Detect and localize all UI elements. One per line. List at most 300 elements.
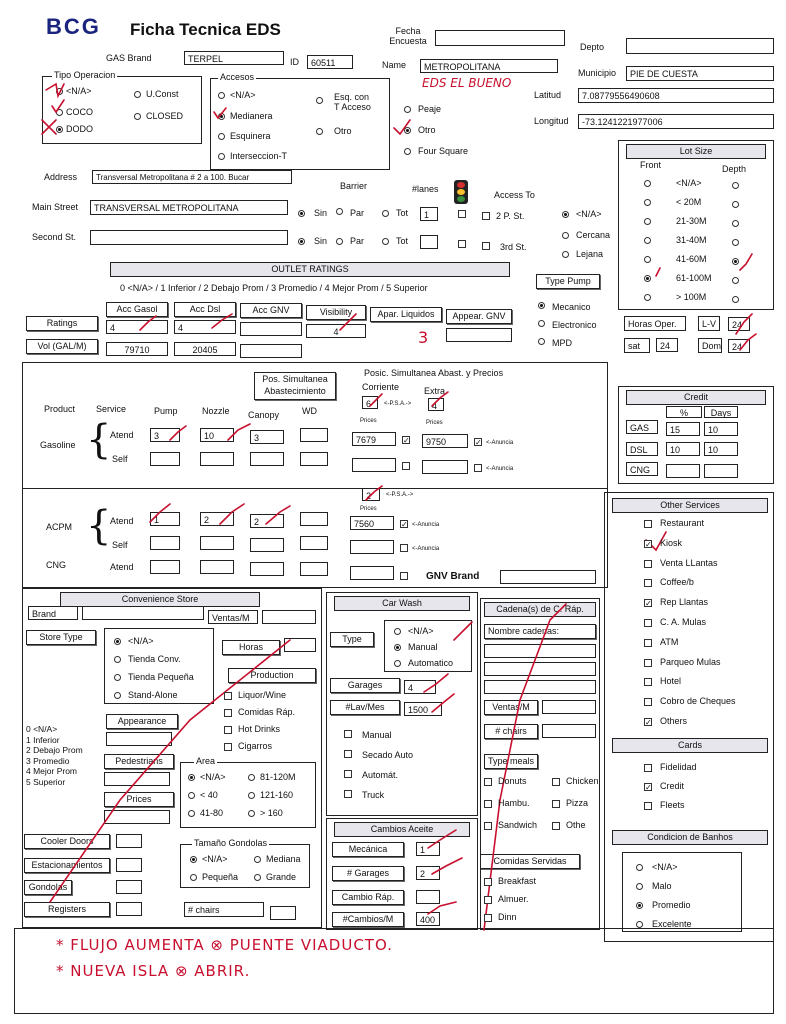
radio-barrier-sin-2[interactable] — [298, 238, 305, 245]
store-prices-field[interactable] — [104, 810, 170, 824]
wd-col-label: WD — [302, 406, 317, 416]
prices-label-3: Prices — [360, 506, 377, 512]
radio-barrier-par-1[interactable] — [336, 208, 343, 215]
checkbox-serving-1[interactable] — [484, 896, 492, 904]
lav-mes-button[interactable]: #Lav/Mes — [330, 700, 400, 715]
radio-wash-type-0[interactable] — [394, 628, 401, 635]
price-extra-self[interactable] — [422, 460, 468, 474]
store-title: Convenience Store — [60, 592, 260, 607]
ratings-button[interactable]: Ratings — [26, 316, 98, 331]
radio-barrier-sin-1[interactable] — [298, 210, 305, 217]
radio-lot-depth-3[interactable] — [732, 239, 739, 246]
lanes-field-2[interactable] — [420, 235, 438, 249]
credit-dsl-days[interactable]: 10 — [704, 442, 738, 456]
price-acpm-field[interactable]: 7560 — [350, 516, 394, 530]
wash-check-label-3: Truck — [362, 790, 385, 800]
radio-tamano-3[interactable] — [254, 874, 261, 881]
store-scale-label-3: 3 Promedio — [26, 755, 70, 766]
accesos-title: Accesos — [220, 72, 255, 82]
address-label: Address — [44, 172, 78, 182]
checkbox-store-liquor[interactable] — [224, 692, 232, 700]
appearance-button[interactable]: Appearance — [106, 714, 178, 729]
checkbox-3rdst[interactable] — [482, 242, 490, 250]
lv-label: L-V — [698, 316, 720, 331]
name-label: Name — [382, 60, 407, 70]
gasoline-canopy-self[interactable] — [250, 452, 284, 466]
name-field[interactable]: METROPOLITANA — [420, 59, 558, 73]
checkbox-wash-3[interactable] — [344, 790, 352, 798]
cambio-rap-button[interactable]: Cambio Ráp. — [332, 890, 404, 905]
dom-field[interactable]: 24 — [728, 339, 750, 353]
radio-otro2[interactable] — [404, 127, 411, 134]
gasoline-atend-label: Atend — [110, 430, 134, 440]
radio-barrier-par-2[interactable] — [336, 238, 343, 245]
cadena-field-3[interactable] — [484, 680, 596, 694]
checkbox-service-0[interactable] — [644, 520, 652, 528]
card-label-2: Fleets — [660, 800, 685, 810]
apar-liquidos-button[interactable]: Apar. Liquidos — [370, 307, 442, 322]
acpm-nozzle-self[interactable] — [200, 536, 234, 550]
checkbox-meal-1[interactable] — [552, 778, 560, 786]
sat-label: sat — [624, 338, 650, 353]
fecha-encuesta-field[interactable] — [435, 30, 565, 46]
store-chairs-label: # chairs — [184, 902, 264, 917]
acpm-wd-atend[interactable] — [300, 512, 328, 526]
latitud-field[interactable]: 7.08779556490608 — [578, 88, 774, 103]
comidas-servidas-button[interactable]: Comidas Servidas — [480, 854, 580, 869]
radio-lot-front-3[interactable] — [644, 237, 651, 244]
gondolas-field[interactable] — [116, 880, 142, 894]
checkbox-anuncia-extra[interactable]: ✓ — [475, 438, 482, 447]
checkbox-anuncia-acpm[interactable]: ✓ — [401, 520, 408, 529]
store-horas-field[interactable] — [284, 638, 316, 652]
checkbox-service-2[interactable] — [644, 560, 652, 568]
credit-gas-pct[interactable]: 15 — [666, 422, 700, 436]
lot-size-title: Lot Size — [626, 144, 766, 159]
cooler-doors-button[interactable]: Cooler Doors — [24, 834, 110, 849]
radio-barrier-tot-2[interactable] — [382, 238, 389, 245]
depto-field[interactable] — [626, 38, 774, 54]
acc-dsl-button[interactable]: Acc Dsl — [174, 302, 236, 317]
cards-title: Cards — [612, 738, 768, 753]
checkbox-card-0[interactable] — [644, 764, 652, 772]
municipio-label: Municipio — [578, 68, 617, 78]
registers-button[interactable]: Registers — [24, 902, 110, 917]
vol-gnv[interactable] — [240, 344, 302, 358]
cadena-field-1[interactable] — [484, 644, 596, 658]
card-label-0: Fidelidad — [660, 762, 697, 772]
handwritten-station-name: EDS EL BUENO — [422, 76, 512, 90]
registers-field[interactable] — [116, 902, 142, 916]
barrier-tot-label-1: Tot — [396, 208, 409, 218]
radio-access-na[interactable] — [562, 211, 569, 218]
vol-dsl[interactable]: 20405 — [174, 342, 236, 356]
credit-cng-label: CNG — [626, 462, 658, 476]
checkbox-service-10[interactable]: ✓ — [645, 718, 652, 727]
radio-lot-front-0[interactable] — [644, 180, 651, 187]
radio-store-type-3[interactable] — [114, 692, 121, 699]
checkbox-service-9[interactable] — [644, 698, 652, 706]
price-corriente-field[interactable]: 7679 — [352, 432, 396, 446]
acpm-wd-self[interactable] — [300, 536, 328, 550]
second-st-field[interactable] — [90, 230, 288, 245]
depto-label: Depto — [580, 42, 605, 52]
checkbox-meal-0[interactable] — [484, 778, 492, 786]
rating-acc-dsl[interactable]: 4 — [174, 320, 236, 334]
two-p-st-label: 2 P. St. — [496, 211, 525, 221]
cadena-field-2[interactable] — [484, 662, 596, 676]
wash-check-label-1: Secado Auto — [362, 750, 414, 760]
peaje-label: Peaje — [418, 104, 442, 114]
price-corriente-self[interactable] — [352, 458, 396, 472]
wash-check-label-2: Automát. — [362, 770, 399, 780]
tipo-coco-label: COCO — [66, 107, 93, 117]
extra-psa-field[interactable]: 4 — [428, 398, 444, 411]
checkbox-card-1[interactable]: ✓ — [645, 783, 652, 792]
radio-tamano-2[interactable] — [190, 874, 197, 881]
tipo-na-label: <N/A> — [66, 86, 92, 96]
checkbox-card-2[interactable] — [644, 802, 652, 810]
checkbox-lanes-2[interactable] — [458, 240, 466, 248]
radio-tamano-1[interactable] — [254, 856, 261, 863]
gasoline-pump-atend[interactable]: 3 — [150, 428, 180, 442]
second-st-label: Second St. — [32, 232, 77, 242]
pos-simultanea-button[interactable] — [254, 372, 336, 400]
cercana-label: Cercana — [576, 230, 611, 240]
store-comidas-label: Comidas Ráp. — [238, 707, 296, 717]
radio-area-4[interactable] — [188, 810, 195, 817]
price-acpm-self[interactable] — [350, 540, 394, 554]
anuncia-label-4: <-Anuncia — [412, 546, 440, 552]
checkbox-service-3[interactable] — [644, 579, 652, 587]
checkbox-anuncia-self-1[interactable] — [402, 462, 410, 470]
vol-button[interactable]: Vol (GAL/M) — [26, 339, 98, 354]
banos-label-1: Malo — [652, 881, 672, 891]
gasoline-wd-atend[interactable] — [300, 428, 328, 442]
gasoline-nozzle-atend[interactable]: 10 — [200, 428, 234, 442]
checkbox-service-1[interactable]: ✓ — [645, 539, 652, 549]
radio-mpd[interactable] — [538, 338, 545, 345]
radio-mecanico[interactable] — [538, 302, 545, 309]
checkbox-gnv[interactable] — [400, 572, 408, 580]
gasoline-canopy-atend[interactable]: 3 — [250, 430, 284, 444]
cadenas-chairs-field[interactable] — [542, 724, 596, 738]
lav-mes-field[interactable]: 1500 — [404, 702, 442, 716]
store-brand-field[interactable] — [82, 606, 204, 620]
anuncia-label-3: <-Anuncia — [412, 522, 440, 528]
checkbox-wash-2[interactable] — [344, 770, 352, 778]
id-field[interactable]: 60511 — [307, 55, 353, 69]
checkbox-lanes-1[interactable] — [458, 210, 466, 218]
service-label-1: Kiosk — [660, 537, 683, 548]
radio-peaje[interactable] — [404, 106, 411, 113]
radio-wash-type-2[interactable] — [394, 660, 401, 667]
mecanico-label: Mecanico — [552, 302, 591, 312]
visibility-button[interactable]: Visibility — [306, 305, 366, 320]
radio-tipo-uconst[interactable] — [134, 91, 141, 98]
radio-banos-0[interactable] — [636, 864, 643, 871]
checkbox-anuncia-corriente[interactable]: ✓ — [403, 436, 410, 445]
store-type-button[interactable]: Store Type — [26, 630, 96, 645]
lejana-label: Lejana — [576, 249, 604, 259]
store-liquor-label: Liquor/Wine — [238, 690, 287, 700]
radio-wash-type-1[interactable] — [394, 644, 401, 651]
cng-price-field[interactable] — [350, 566, 394, 580]
price-extra-field[interactable]: 9750 — [422, 434, 468, 448]
barrier-sin-label-2: Sin — [314, 236, 328, 246]
radio-tamano-0[interactable] — [190, 856, 197, 863]
mecanica-field[interactable]: 1 — [416, 842, 440, 856]
rating-visibility[interactable]: 4 — [306, 324, 366, 338]
checkbox-store-cigarros[interactable] — [224, 743, 232, 751]
acpm-pump-atend[interactable]: 1 — [150, 512, 180, 526]
radio-lot-depth-0[interactable] — [732, 182, 739, 189]
cambio-rap-field[interactable] — [416, 890, 440, 904]
lv-field[interactable]: 24 — [728, 317, 750, 331]
accesos-na-label: <N/A> — [230, 90, 256, 100]
acpm-nozzle-atend[interactable]: 2 — [200, 512, 234, 526]
store-hot_drinks-label: Hot Drinks — [238, 724, 281, 734]
acc-gnv-button[interactable]: Acc GNV — [240, 303, 302, 318]
checkbox-serving-2[interactable] — [484, 914, 492, 922]
radio-lot-depth-2[interactable] — [732, 220, 739, 227]
cadenas-ventas-button[interactable]: Ventas/M — [484, 700, 538, 715]
store-ventas-field[interactable] — [262, 610, 316, 624]
address-field[interactable]: Transversal Metropolitana # 2 a 100. Bucar — [92, 170, 292, 184]
checkbox-service-8[interactable] — [644, 678, 652, 686]
radio-tipo-dodo[interactable] — [56, 126, 63, 133]
radio-banos-1[interactable] — [636, 883, 643, 890]
banos-label-2: Promedio — [652, 900, 691, 910]
radio-lot-depth-4[interactable] — [732, 258, 739, 265]
sat-field[interactable]: 24 — [656, 338, 678, 352]
cng-pump-atend[interactable] — [150, 560, 180, 574]
car-wash-title: Car Wash — [334, 596, 470, 611]
cambios-m-field[interactable]: 400 — [416, 912, 440, 926]
checkbox-store-comidas[interactable] — [224, 709, 232, 717]
checkbox-meal-2[interactable] — [484, 800, 492, 808]
service-label-0: Restaurant — [660, 518, 705, 528]
store-scale-label-0: 0 <N/A> — [26, 724, 58, 734]
meal-label-5: Othe — [566, 820, 586, 830]
horas-oper-label: Horas Oper. — [624, 316, 686, 331]
wash-type-label-0: <N/A> — [408, 626, 434, 636]
store-brand-label: Brand — [28, 606, 78, 620]
radio-lot-depth-1[interactable] — [732, 201, 739, 208]
store-prices-button[interactable]: Prices — [104, 792, 174, 807]
radio-medianera[interactable] — [218, 113, 225, 120]
radio-esquinera[interactable] — [218, 133, 225, 140]
cng-nozzle-atend[interactable] — [200, 560, 234, 574]
gnv-brand-label: GNV Brand — [426, 571, 480, 582]
outlet-ratings-title: OUTLET RATINGS — [110, 262, 510, 277]
credit-dsl-pct[interactable]: 10 — [666, 442, 700, 456]
credit-cng-pct[interactable] — [666, 464, 700, 478]
radio-lot-depth-5[interactable] — [732, 277, 739, 284]
acpm-pump-self[interactable] — [150, 536, 180, 550]
esq-con-label: Esq. con — [334, 92, 370, 102]
checkbox-service-4[interactable]: ✓ — [645, 599, 652, 609]
checkbox-anuncia-self-2[interactable] — [474, 464, 482, 472]
car-wash-type-button[interactable]: Type — [330, 632, 374, 647]
radio-area-5[interactable] — [248, 810, 255, 817]
tipo-dodo-label: DODO — [66, 124, 93, 134]
checkbox-meal-4[interactable] — [484, 822, 492, 830]
checkbox-meal-3[interactable] — [552, 800, 560, 808]
radio-area-0[interactable] — [188, 774, 195, 781]
cambios-garages-field[interactable]: 2 — [416, 866, 440, 880]
meal-label-3: Pizza — [566, 798, 589, 808]
radio-tipo-na[interactable] — [56, 88, 63, 95]
cadenas-chairs-button[interactable]: # chairs — [484, 724, 538, 739]
radio-lejana[interactable] — [562, 251, 569, 258]
production-button[interactable]: Production — [228, 668, 316, 683]
bcg-logo: BCG — [46, 14, 101, 39]
checkbox-anuncia-acpm-self[interactable] — [400, 544, 408, 552]
store-scale-label-4: 4 Mejor Prom — [26, 766, 78, 776]
t-acceso-label: T Acceso — [334, 102, 371, 112]
tipo-closed-label: CLOSED — [146, 111, 184, 121]
checkbox-service-7[interactable] — [644, 659, 652, 667]
radio-banos-3[interactable] — [636, 921, 643, 928]
gas-brand-field[interactable]: TERPEL — [184, 51, 284, 65]
store-scale-label-2: 2 Debajo Prom — [26, 745, 83, 755]
radio-barrier-tot-1[interactable] — [382, 210, 389, 217]
checkbox-2pst[interactable] — [482, 212, 490, 220]
radio-cercana[interactable] — [562, 232, 569, 239]
area-label-1: 81-120M — [260, 772, 296, 782]
interseccion-label: Interseccion-T — [230, 151, 288, 161]
tamano-label-0: <N/A> — [202, 854, 228, 864]
lanes-field[interactable]: 1 — [420, 207, 438, 221]
radio-lot-front-6[interactable] — [644, 294, 651, 301]
corriente-psa-field[interactable]: 6 — [362, 396, 378, 409]
cooler-doors-field[interactable] — [116, 834, 142, 848]
checkbox-service-5[interactable] — [644, 619, 652, 627]
appearance-field[interactable] — [106, 732, 172, 746]
acpm-canopy-self[interactable] — [250, 538, 284, 552]
garages-field[interactable]: 4 — [404, 680, 436, 694]
radio-store-type-0[interactable] — [114, 638, 121, 645]
cng-canopy-atend[interactable] — [250, 562, 284, 576]
cambios-m-button[interactable]: #Cambios/M — [332, 912, 404, 927]
access-to-label: Access To — [494, 190, 535, 200]
radio-store-type-2[interactable] — [114, 674, 121, 681]
rating-acc-gnv[interactable] — [240, 322, 302, 336]
wash-type-label-2: Automatico — [408, 658, 454, 668]
pedestrians-field[interactable] — [104, 772, 170, 786]
extra-label: Extra — [424, 386, 446, 396]
gondolas-button[interactable]: Gondolas — [24, 880, 72, 895]
type-meals-button[interactable]: Type meals — [484, 754, 538, 769]
radio-store-type-1[interactable] — [114, 656, 121, 663]
main-street-field[interactable]: TRANSVERSAL METROPOLITANA — [90, 200, 288, 215]
checkbox-service-6[interactable] — [644, 639, 652, 647]
checkbox-serving-0[interactable] — [484, 878, 492, 886]
radio-area-3[interactable] — [248, 792, 255, 799]
checkbox-wash-1[interactable] — [344, 750, 352, 758]
type-pump-button[interactable]: Type Pump — [536, 274, 600, 289]
store-chairs-field[interactable] — [270, 906, 296, 920]
gasoline-nozzle-self[interactable] — [200, 452, 234, 466]
credit-gas-days[interactable]: 10 — [704, 422, 738, 436]
rating-appear-gnv[interactable] — [446, 328, 512, 342]
radio-accesos-otro[interactable] — [316, 128, 323, 135]
radio-electronico[interactable] — [538, 320, 545, 327]
radio-tipo-coco[interactable] — [56, 109, 63, 116]
estacionamientos-button[interactable]: Estacionamientos — [24, 858, 110, 873]
acc-gasol-button[interactable]: Acc Gasol — [106, 302, 168, 317]
rating-acc-gasol[interactable]: 4 — [106, 320, 168, 334]
checkbox-wash-0[interactable] — [344, 730, 352, 738]
radio-banos-2[interactable] — [636, 902, 643, 909]
cadenas-ventas-field[interactable] — [542, 700, 596, 714]
canopy-col-label: Canopy — [248, 410, 280, 420]
pedestrians-button[interactable]: Pedestrians — [104, 754, 174, 769]
lot-option-label-5: 61-100M — [676, 273, 712, 283]
cng-wd-atend[interactable] — [300, 562, 328, 576]
municipio-field[interactable]: PIE DE CUESTA — [626, 66, 774, 81]
lot-depth-label: Depth — [722, 164, 747, 174]
radio-lot-front-5[interactable] — [644, 275, 651, 282]
mecanica-button[interactable]: Mecánica — [332, 842, 404, 857]
gasoline-pump-self[interactable] — [150, 452, 180, 466]
nombre-cadenas-button[interactable]: Nombre cadenas: — [484, 624, 596, 639]
area-label-4: 41-80 — [200, 808, 224, 818]
gasoline-wd-self[interactable] — [300, 452, 328, 466]
radio-lot-depth-6[interactable] — [732, 296, 739, 303]
radio-lot-front-2[interactable] — [644, 218, 651, 225]
radio-esq-con[interactable] — [316, 97, 323, 104]
radio-accesos-na[interactable] — [218, 92, 225, 99]
anuncia-label-2: <-Anuncia — [486, 466, 514, 472]
checkbox-meal-5[interactable] — [552, 822, 560, 830]
acpm-canopy-atend[interactable]: 2 — [250, 514, 284, 528]
prices-label-2: Prices — [426, 420, 443, 426]
tamano-label-3: Grande — [266, 872, 297, 882]
lot-front-label: Front — [640, 160, 662, 170]
tamano-label-1: Mediana — [266, 854, 301, 864]
radio-lot-front-1[interactable] — [644, 199, 651, 206]
estacionamientos-field[interactable] — [116, 858, 142, 872]
garages-button[interactable]: Garages — [330, 678, 400, 693]
accesos-otro-label: Otro — [334, 126, 352, 136]
store-horas-button[interactable]: Horas — [222, 640, 280, 655]
cambios-garages-button[interactable]: # Garages — [332, 866, 404, 881]
longitud-field[interactable]: -73.1241221977006 — [578, 114, 774, 129]
medianera-label: Medianera — [230, 111, 273, 121]
radio-area-1[interactable] — [248, 774, 255, 781]
pos-simultanea-line1: Pos. Simultanea — [262, 374, 328, 384]
acpm-psa-field[interactable]: 2 — [362, 488, 380, 501]
vol-gasol[interactable]: 79710 — [106, 342, 168, 356]
checkbox-store-hot_drinks[interactable] — [224, 726, 232, 734]
lot-option-label-6: > 100M — [676, 292, 707, 302]
radio-four-square[interactable] — [404, 148, 411, 155]
radio-tipo-closed[interactable] — [134, 113, 141, 120]
rating-apar-hand: 3 — [418, 328, 429, 347]
gasoline-brace: { — [86, 417, 112, 463]
appear-gnv-button[interactable]: Appear. GNV — [446, 309, 512, 324]
gnv-brand-field[interactable] — [500, 570, 596, 584]
meal-label-2: Hambu. — [498, 798, 530, 808]
other-services-title: Other Services — [612, 498, 768, 513]
radio-interseccion[interactable] — [218, 153, 225, 160]
credit-cng-days[interactable] — [704, 464, 738, 478]
radio-area-2[interactable] — [188, 792, 195, 799]
radio-lot-front-4[interactable] — [644, 256, 651, 263]
service-label-9: Cobro de Cheques — [660, 696, 736, 707]
